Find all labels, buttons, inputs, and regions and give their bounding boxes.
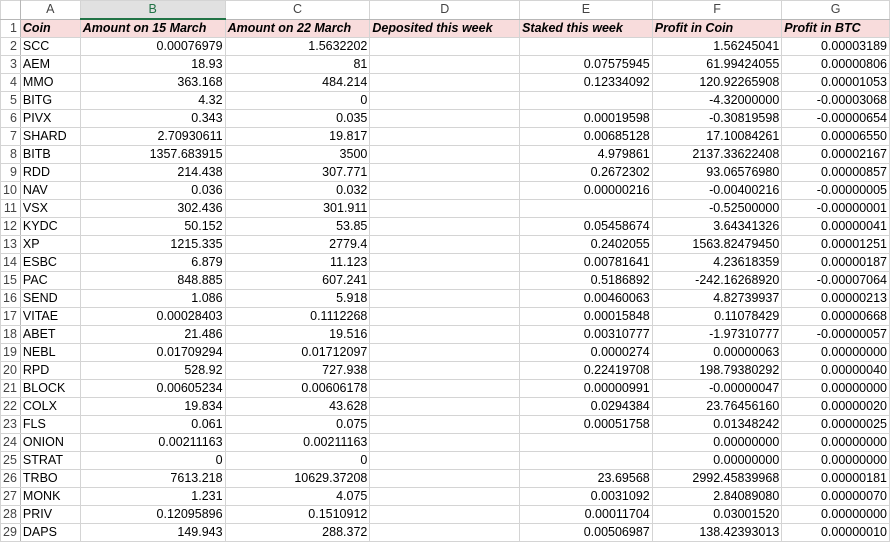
coin-cell[interactable]: ONION bbox=[20, 434, 80, 452]
amount-15-march-cell[interactable]: 0.036 bbox=[80, 182, 225, 200]
staked-cell[interactable]: 0.12334092 bbox=[520, 74, 653, 92]
amount-22-march-cell[interactable]: 727.938 bbox=[225, 362, 370, 380]
amount-15-march-cell[interactable]: 18.93 bbox=[80, 56, 225, 74]
staked-cell[interactable]: 0.2672302 bbox=[520, 164, 653, 182]
table-row bbox=[1, 56, 890, 74]
staked-cell[interactable]: 0.00015848 bbox=[520, 308, 653, 326]
amount-15-march-cell[interactable]: 0.00211163 bbox=[80, 434, 225, 452]
profit-coin-cell[interactable]: -0.00400216 bbox=[652, 182, 782, 200]
table-row bbox=[1, 308, 890, 326]
profit-btc-cell[interactable]: 0.00000000 bbox=[782, 344, 890, 362]
table-header-row bbox=[1, 19, 890, 38]
coin-cell[interactable]: COLX bbox=[20, 398, 80, 416]
coin-cell[interactable]: VITAE bbox=[20, 308, 80, 326]
amount-15-march-cell[interactable]: 19.834 bbox=[80, 398, 225, 416]
coin-cell[interactable]: SHARD bbox=[20, 128, 80, 146]
deposited-cell[interactable] bbox=[370, 290, 520, 308]
table-row bbox=[1, 74, 890, 92]
deposited-cell[interactable] bbox=[370, 398, 520, 416]
amount-22-march-cell[interactable]: 10629.37208 bbox=[225, 470, 370, 488]
row-number[interactable]: 1 bbox=[1, 19, 21, 38]
staked-cell[interactable]: 0.00000991 bbox=[520, 380, 653, 398]
profit-btc-cell[interactable]: -0.00003068 bbox=[782, 92, 890, 110]
deposited-cell[interactable] bbox=[370, 506, 520, 524]
amount-15-march-cell[interactable]: 0.00605234 bbox=[80, 380, 225, 398]
profit-btc-cell[interactable]: -0.00007064 bbox=[782, 272, 890, 290]
profit-btc-cell[interactable]: -0.00000005 bbox=[782, 182, 890, 200]
coin-cell[interactable]: VSX bbox=[20, 200, 80, 218]
header-cell-amount-15-march[interactable]: Amount on 15 March bbox=[80, 19, 225, 38]
profit-coin-cell[interactable]: 0.01348242 bbox=[652, 416, 782, 434]
amount-15-march-cell[interactable]: 0 bbox=[80, 452, 225, 470]
deposited-cell[interactable] bbox=[370, 452, 520, 470]
row-number[interactable]: 12 bbox=[1, 218, 21, 236]
deposited-cell[interactable] bbox=[370, 470, 520, 488]
profit-btc-cell[interactable]: 0.00000181 bbox=[782, 470, 890, 488]
amount-22-march-cell[interactable]: 0.00606178 bbox=[225, 380, 370, 398]
staked-cell[interactable]: 0.2402055 bbox=[520, 236, 653, 254]
staked-cell[interactable]: 0.00506987 bbox=[520, 524, 653, 542]
row-number[interactable]: 29 bbox=[1, 524, 21, 542]
amount-15-march-cell[interactable]: 1357.683915 bbox=[80, 146, 225, 164]
amount-22-march-cell[interactable]: 0.032 bbox=[225, 182, 370, 200]
deposited-cell[interactable] bbox=[370, 326, 520, 344]
amount-15-march-cell[interactable]: 0.12095896 bbox=[80, 506, 225, 524]
profit-btc-cell[interactable]: 0.00002167 bbox=[782, 146, 890, 164]
row-number[interactable]: 26 bbox=[1, 470, 21, 488]
staked-cell[interactable]: 0.00310777 bbox=[520, 326, 653, 344]
profit-coin-cell[interactable]: 0.03001520 bbox=[652, 506, 782, 524]
coin-cell[interactable]: TRBO bbox=[20, 470, 80, 488]
profit-btc-cell[interactable]: 0.00000025 bbox=[782, 416, 890, 434]
staked-cell[interactable]: 0.05458674 bbox=[520, 218, 653, 236]
coin-cell[interactable]: ESBC bbox=[20, 254, 80, 272]
deposited-cell[interactable] bbox=[370, 488, 520, 506]
profit-coin-cell[interactable]: 0.00000000 bbox=[652, 434, 782, 452]
profit-coin-cell[interactable]: 61.99424055 bbox=[652, 56, 782, 74]
coin-cell[interactable]: PAC bbox=[20, 272, 80, 290]
deposited-cell[interactable] bbox=[370, 182, 520, 200]
staked-cell[interactable]: 23.69568 bbox=[520, 470, 653, 488]
profit-coin-cell[interactable]: -0.30819598 bbox=[652, 110, 782, 128]
amount-15-march-cell[interactable]: 1.086 bbox=[80, 290, 225, 308]
amount-22-march-cell[interactable]: 19.817 bbox=[225, 128, 370, 146]
profit-btc-cell[interactable]: 0.00000806 bbox=[782, 56, 890, 74]
staked-cell[interactable]: 4.979861 bbox=[520, 146, 653, 164]
profit-btc-cell[interactable]: 0.00000000 bbox=[782, 380, 890, 398]
table-row bbox=[1, 344, 890, 362]
row-number[interactable]: 14 bbox=[1, 254, 21, 272]
amount-15-march-cell[interactable]: 0.343 bbox=[80, 110, 225, 128]
row-number[interactable]: 10 bbox=[1, 182, 21, 200]
coin-cell[interactable]: BLOCK bbox=[20, 380, 80, 398]
amount-22-march-cell[interactable]: 0.00211163 bbox=[225, 434, 370, 452]
staked-cell[interactable]: 0.0000274 bbox=[520, 344, 653, 362]
column-header-c[interactable]: C bbox=[225, 1, 370, 20]
staked-cell[interactable]: 0.00000216 bbox=[520, 182, 653, 200]
profit-coin-cell[interactable]: 0.00000000 bbox=[652, 452, 782, 470]
profit-coin-cell[interactable]: 23.76456160 bbox=[652, 398, 782, 416]
staked-cell[interactable]: 0.00685128 bbox=[520, 128, 653, 146]
staked-cell[interactable]: 0.0031092 bbox=[520, 488, 653, 506]
amount-15-march-cell[interactable]: 0.061 bbox=[80, 416, 225, 434]
amount-15-march-cell[interactable]: 1.231 bbox=[80, 488, 225, 506]
profit-coin-cell[interactable]: 1.56245041 bbox=[652, 38, 782, 56]
amount-15-march-cell[interactable]: 1215.335 bbox=[80, 236, 225, 254]
amount-22-march-cell[interactable]: 288.372 bbox=[225, 524, 370, 542]
table-row bbox=[1, 524, 890, 542]
profit-btc-cell[interactable]: 0.00000000 bbox=[782, 506, 890, 524]
profit-coin-cell[interactable]: 17.10084261 bbox=[652, 128, 782, 146]
amount-22-march-cell[interactable]: 0.1510912 bbox=[225, 506, 370, 524]
profit-coin-cell[interactable]: 4.82739937 bbox=[652, 290, 782, 308]
profit-btc-cell[interactable]: 0.00000020 bbox=[782, 398, 890, 416]
table-row bbox=[1, 434, 890, 452]
table-row bbox=[1, 218, 890, 236]
row-number[interactable]: 13 bbox=[1, 236, 21, 254]
table-row bbox=[1, 182, 890, 200]
coin-cell[interactable]: STRAT bbox=[20, 452, 80, 470]
table-row bbox=[1, 128, 890, 146]
coin-cell[interactable]: RPD bbox=[20, 362, 80, 380]
amount-22-march-cell[interactable]: 0 bbox=[225, 452, 370, 470]
column-header-b[interactable]: B bbox=[80, 1, 225, 20]
amount-15-march-cell[interactable]: 4.32 bbox=[80, 92, 225, 110]
coin-cell[interactable]: NEBL bbox=[20, 344, 80, 362]
table-row bbox=[1, 470, 890, 488]
amount-22-march-cell[interactable]: 0.035 bbox=[225, 110, 370, 128]
coin-cell[interactable]: NAV bbox=[20, 182, 80, 200]
amount-22-march-cell[interactable]: 43.628 bbox=[225, 398, 370, 416]
amount-15-march-cell[interactable]: 6.879 bbox=[80, 254, 225, 272]
coin-cell[interactable]: DAPS bbox=[20, 524, 80, 542]
table-row bbox=[1, 164, 890, 182]
amount-22-march-cell[interactable]: 2779.4 bbox=[225, 236, 370, 254]
amount-22-march-cell[interactable]: 484.214 bbox=[225, 74, 370, 92]
table-row bbox=[1, 254, 890, 272]
profit-btc-cell[interactable]: 0.00000857 bbox=[782, 164, 890, 182]
deposited-cell[interactable] bbox=[370, 308, 520, 326]
deposited-cell[interactable] bbox=[370, 344, 520, 362]
table-row bbox=[1, 488, 890, 506]
profit-btc-cell[interactable]: -0.00000057 bbox=[782, 326, 890, 344]
row-number[interactable]: 2 bbox=[1, 38, 21, 56]
row-number[interactable]: 6 bbox=[1, 110, 21, 128]
profit-coin-cell[interactable]: -1.97310777 bbox=[652, 326, 782, 344]
profit-btc-cell[interactable]: 0.00000000 bbox=[782, 452, 890, 470]
profit-btc-cell[interactable]: 0.00006550 bbox=[782, 128, 890, 146]
header-cell-profit-btc[interactable]: Profit in BTC bbox=[782, 19, 890, 38]
amount-15-march-cell[interactable]: 848.885 bbox=[80, 272, 225, 290]
amount-22-march-cell[interactable]: 81 bbox=[225, 56, 370, 74]
select-all-corner[interactable] bbox=[1, 1, 21, 20]
profit-btc-cell[interactable]: 0.00000668 bbox=[782, 308, 890, 326]
coin-cell[interactable]: SEND bbox=[20, 290, 80, 308]
amount-15-march-cell[interactable]: 214.438 bbox=[80, 164, 225, 182]
header-cell-staked[interactable]: Staked this week bbox=[520, 19, 653, 38]
table-row bbox=[1, 416, 890, 434]
row-number[interactable]: 20 bbox=[1, 362, 21, 380]
staked-cell[interactable] bbox=[520, 92, 653, 110]
deposited-cell[interactable] bbox=[370, 74, 520, 92]
row-number[interactable]: 9 bbox=[1, 164, 21, 182]
table-row bbox=[1, 452, 890, 470]
profit-btc-cell[interactable]: 0.00000041 bbox=[782, 218, 890, 236]
amount-22-march-cell[interactable]: 53.85 bbox=[225, 218, 370, 236]
coin-cell[interactable]: PRIV bbox=[20, 506, 80, 524]
amount-22-march-cell[interactable]: 307.771 bbox=[225, 164, 370, 182]
profit-btc-cell[interactable]: 0.00000000 bbox=[782, 434, 890, 452]
coin-cell[interactable]: FLS bbox=[20, 416, 80, 434]
profit-coin-cell[interactable]: 198.79380292 bbox=[652, 362, 782, 380]
amount-22-march-cell[interactable]: 5.918 bbox=[225, 290, 370, 308]
profit-coin-cell[interactable]: -4.32000000 bbox=[652, 92, 782, 110]
profit-btc-cell[interactable]: 0.00001251 bbox=[782, 236, 890, 254]
staked-cell[interactable] bbox=[520, 200, 653, 218]
row-number[interactable]: 21 bbox=[1, 380, 21, 398]
amount-15-march-cell[interactable]: 0.00076979 bbox=[80, 38, 225, 56]
profit-btc-cell[interactable]: -0.00000654 bbox=[782, 110, 890, 128]
coin-cell[interactable]: BITG bbox=[20, 92, 80, 110]
table-row bbox=[1, 362, 890, 380]
staked-cell[interactable]: 0.5186892 bbox=[520, 272, 653, 290]
deposited-cell[interactable] bbox=[370, 164, 520, 182]
deposited-cell[interactable] bbox=[370, 272, 520, 290]
column-header-g[interactable]: G bbox=[782, 1, 890, 20]
coin-cell[interactable]: AEM bbox=[20, 56, 80, 74]
table-row bbox=[1, 146, 890, 164]
profit-btc-cell[interactable]: 0.00003189 bbox=[782, 38, 890, 56]
amount-22-march-cell[interactable]: 3500 bbox=[225, 146, 370, 164]
profit-coin-cell[interactable]: 0.00000063 bbox=[652, 344, 782, 362]
amount-22-march-cell[interactable]: 19.516 bbox=[225, 326, 370, 344]
profit-coin-cell[interactable]: 0.11078429 bbox=[652, 308, 782, 326]
row-number[interactable]: 27 bbox=[1, 488, 21, 506]
amount-15-march-cell[interactable]: 21.486 bbox=[80, 326, 225, 344]
column-header-a[interactable]: A bbox=[20, 1, 80, 20]
row-number[interactable]: 19 bbox=[1, 344, 21, 362]
amount-15-march-cell[interactable]: 0.00028403 bbox=[80, 308, 225, 326]
table-row bbox=[1, 398, 890, 416]
deposited-cell[interactable] bbox=[370, 146, 520, 164]
profit-btc-cell[interactable]: 0.00000040 bbox=[782, 362, 890, 380]
profit-coin-cell[interactable]: -242.16268920 bbox=[652, 272, 782, 290]
staked-cell[interactable]: 0.07575945 bbox=[520, 56, 653, 74]
row-number[interactable]: 18 bbox=[1, 326, 21, 344]
deposited-cell[interactable] bbox=[370, 200, 520, 218]
staked-cell[interactable] bbox=[520, 434, 653, 452]
row-number[interactable]: 25 bbox=[1, 452, 21, 470]
profit-coin-cell[interactable]: 2992.45839968 bbox=[652, 470, 782, 488]
profit-coin-cell[interactable]: 4.23618359 bbox=[652, 254, 782, 272]
column-header-e[interactable]: E bbox=[520, 1, 653, 20]
table-row bbox=[1, 110, 890, 128]
deposited-cell[interactable] bbox=[370, 362, 520, 380]
column-header-f[interactable]: F bbox=[652, 1, 782, 20]
deposited-cell[interactable] bbox=[370, 380, 520, 398]
coin-cell[interactable]: ABET bbox=[20, 326, 80, 344]
coin-cell[interactable]: PIVX bbox=[20, 110, 80, 128]
amount-22-march-cell[interactable]: 11.123 bbox=[225, 254, 370, 272]
table-row bbox=[1, 92, 890, 110]
deposited-cell[interactable] bbox=[370, 56, 520, 74]
column-header-row bbox=[1, 1, 890, 20]
row-number[interactable]: 24 bbox=[1, 434, 21, 452]
row-number[interactable]: 23 bbox=[1, 416, 21, 434]
deposited-cell[interactable] bbox=[370, 92, 520, 110]
table-row bbox=[1, 506, 890, 524]
row-number[interactable]: 8 bbox=[1, 146, 21, 164]
amount-15-march-cell[interactable]: 149.943 bbox=[80, 524, 225, 542]
row-number[interactable]: 11 bbox=[1, 200, 21, 218]
row-number[interactable]: 16 bbox=[1, 290, 21, 308]
profit-btc-cell[interactable]: 0.00000213 bbox=[782, 290, 890, 308]
deposited-cell[interactable] bbox=[370, 254, 520, 272]
header-cell-amount-22-march[interactable]: Amount on 22 March bbox=[225, 19, 370, 38]
deposited-cell[interactable] bbox=[370, 416, 520, 434]
profit-btc-cell[interactable]: 0.00001053 bbox=[782, 74, 890, 92]
header-cell-profit-coin[interactable]: Profit in Coin bbox=[652, 19, 782, 38]
profit-coin-cell[interactable]: 2137.33622408 bbox=[652, 146, 782, 164]
deposited-cell[interactable] bbox=[370, 236, 520, 254]
row-number[interactable]: 15 bbox=[1, 272, 21, 290]
profit-coin-cell[interactable]: 120.92265908 bbox=[652, 74, 782, 92]
profit-coin-cell[interactable]: 1563.82479450 bbox=[652, 236, 782, 254]
header-cell-deposited[interactable]: Deposited this week bbox=[370, 19, 520, 38]
table-row bbox=[1, 272, 890, 290]
amount-22-march-cell[interactable]: 1.5632202 bbox=[225, 38, 370, 56]
staked-cell[interactable] bbox=[520, 452, 653, 470]
staked-cell[interactable] bbox=[520, 38, 653, 56]
table-row bbox=[1, 380, 890, 398]
amount-22-march-cell[interactable]: 0.075 bbox=[225, 416, 370, 434]
deposited-cell[interactable] bbox=[370, 434, 520, 452]
amount-22-march-cell[interactable]: 4.075 bbox=[225, 488, 370, 506]
profit-coin-cell[interactable]: 2.84089080 bbox=[652, 488, 782, 506]
staked-cell[interactable]: 0.0294384 bbox=[520, 398, 653, 416]
table-row bbox=[1, 38, 890, 56]
table-row bbox=[1, 200, 890, 218]
row-number[interactable]: 4 bbox=[1, 74, 21, 92]
amount-22-march-cell[interactable]: 607.241 bbox=[225, 272, 370, 290]
deposited-cell[interactable] bbox=[370, 128, 520, 146]
amount-22-march-cell[interactable]: 0.1112268 bbox=[225, 308, 370, 326]
column-header-d[interactable]: D bbox=[370, 1, 520, 20]
staked-cell[interactable]: 0.00781641 bbox=[520, 254, 653, 272]
profit-coin-cell[interactable]: 138.42393013 bbox=[652, 524, 782, 542]
row-number[interactable]: 28 bbox=[1, 506, 21, 524]
staked-cell[interactable]: 0.00051758 bbox=[520, 416, 653, 434]
row-number[interactable]: 22 bbox=[1, 398, 21, 416]
staked-cell[interactable]: 0.22419708 bbox=[520, 362, 653, 380]
coin-cell[interactable]: XP bbox=[20, 236, 80, 254]
staked-cell[interactable]: 0.00019598 bbox=[520, 110, 653, 128]
deposited-cell[interactable] bbox=[370, 218, 520, 236]
row-number[interactable]: 17 bbox=[1, 308, 21, 326]
profit-coin-cell[interactable]: -0.52500000 bbox=[652, 200, 782, 218]
amount-22-march-cell[interactable]: 0 bbox=[225, 92, 370, 110]
deposited-cell[interactable] bbox=[370, 38, 520, 56]
amount-15-march-cell[interactable]: 2.70930611 bbox=[80, 128, 225, 146]
amount-22-march-cell[interactable]: 0.01712097 bbox=[225, 344, 370, 362]
profit-coin-cell[interactable]: 3.64341326 bbox=[652, 218, 782, 236]
amount-15-march-cell[interactable]: 528.92 bbox=[80, 362, 225, 380]
deposited-cell[interactable] bbox=[370, 110, 520, 128]
header-cell-coin[interactable]: Coin bbox=[20, 19, 80, 38]
table-row bbox=[1, 326, 890, 344]
staked-cell[interactable]: 0.00460063 bbox=[520, 290, 653, 308]
row-number[interactable]: 3 bbox=[1, 56, 21, 74]
coin-cell[interactable]: BITB bbox=[20, 146, 80, 164]
row-number[interactable]: 7 bbox=[1, 128, 21, 146]
profit-btc-cell[interactable]: -0.00000001 bbox=[782, 200, 890, 218]
profit-coin-cell[interactable]: -0.00000047 bbox=[652, 380, 782, 398]
coin-cell[interactable]: MONK bbox=[20, 488, 80, 506]
amount-15-march-cell[interactable]: 0.01709294 bbox=[80, 344, 225, 362]
coin-cell[interactable]: MMO bbox=[20, 74, 80, 92]
coin-cell[interactable]: SCC bbox=[20, 38, 80, 56]
staked-cell[interactable]: 0.00011704 bbox=[520, 506, 653, 524]
amount-15-march-cell[interactable]: 302.436 bbox=[80, 200, 225, 218]
profit-btc-cell[interactable]: 0.00000010 bbox=[782, 524, 890, 542]
table-row bbox=[1, 290, 890, 308]
amount-15-march-cell[interactable]: 7613.218 bbox=[80, 470, 225, 488]
amount-15-march-cell[interactable]: 363.168 bbox=[80, 74, 225, 92]
coin-cell[interactable]: KYDC bbox=[20, 218, 80, 236]
row-number[interactable]: 5 bbox=[1, 92, 21, 110]
deposited-cell[interactable] bbox=[370, 524, 520, 542]
amount-22-march-cell[interactable]: 301.911 bbox=[225, 200, 370, 218]
table-row bbox=[1, 236, 890, 254]
profit-btc-cell[interactable]: 0.00000187 bbox=[782, 254, 890, 272]
profit-coin-cell[interactable]: 93.06576980 bbox=[652, 164, 782, 182]
coin-cell[interactable]: RDD bbox=[20, 164, 80, 182]
profit-btc-cell[interactable]: 0.00000070 bbox=[782, 488, 890, 506]
amount-15-march-cell[interactable]: 50.152 bbox=[80, 218, 225, 236]
